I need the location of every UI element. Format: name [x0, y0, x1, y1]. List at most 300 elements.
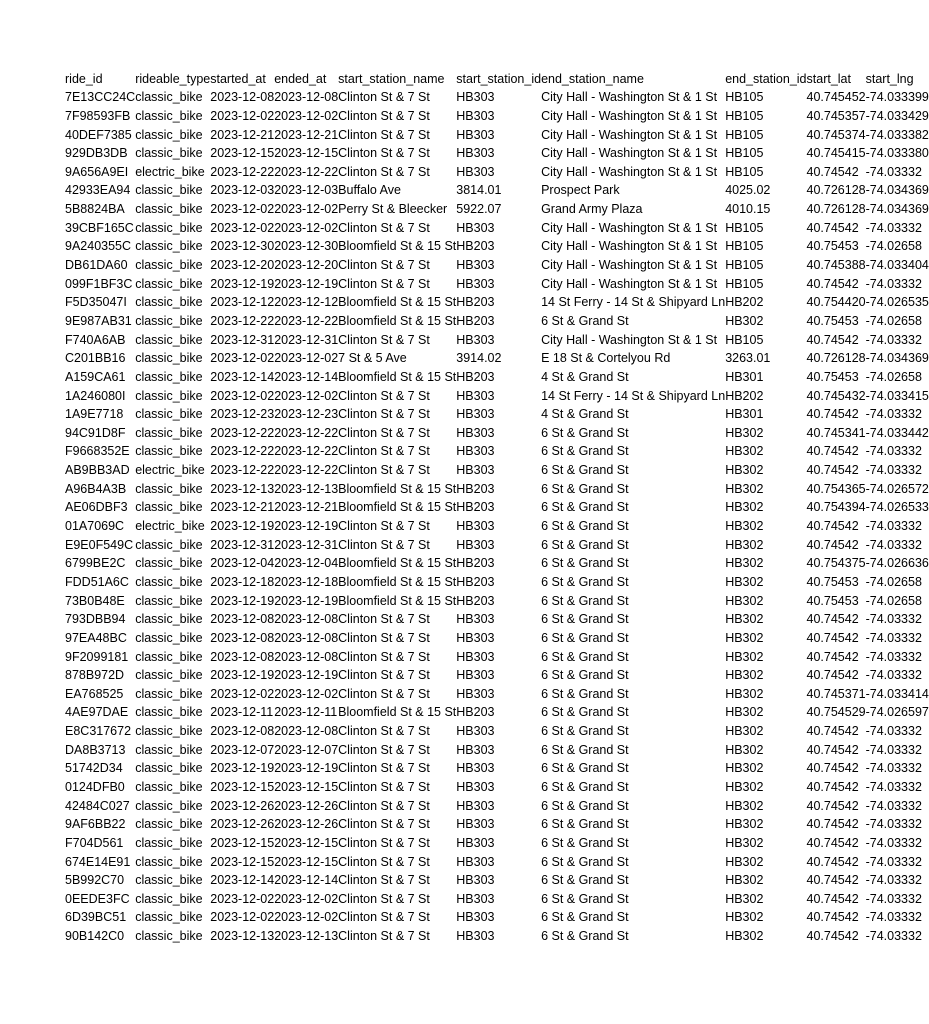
table-cell[interactable]: 2023-12-15: [210, 835, 275, 850]
table-cell[interactable]: HB303: [456, 537, 495, 552]
table-cell[interactable]: classic_bike: [135, 276, 203, 291]
table-cell[interactable]: 2023-12-02: [210, 686, 275, 701]
table-cell[interactable]: 40.74542: [806, 612, 859, 627]
table-cell[interactable]: 4AE97DAE: [65, 705, 129, 720]
table-cell[interactable]: 2023-12-14: [210, 873, 275, 888]
table-cell[interactable]: City Hall - Washington St & 1 St: [541, 276, 718, 291]
table-cell[interactable]: 2023-12-22: [210, 164, 275, 179]
table-cell[interactable]: 2023-12-02: [210, 388, 275, 403]
column-header[interactable]: start_station_id: [456, 71, 542, 86]
table-cell[interactable]: Bloomfield St & 15 St: [338, 369, 457, 384]
table-cell[interactable]: 2023-12-31: [274, 537, 339, 552]
table-cell[interactable]: City Hall - Washington St & 1 St: [541, 332, 718, 347]
table-cell[interactable]: 0124DFB0: [65, 779, 125, 794]
table-cell[interactable]: 40.754420: [806, 295, 866, 310]
table-cell[interactable]: -74.03332: [865, 742, 922, 757]
table-cell[interactable]: 4025.02: [725, 183, 771, 198]
table-cell[interactable]: -74.034369: [865, 202, 929, 217]
table-cell[interactable]: Clinton St & 7 St: [338, 127, 430, 142]
table-cell[interactable]: classic_bike: [135, 146, 203, 161]
table-cell[interactable]: classic_bike: [135, 556, 203, 571]
table-cell[interactable]: E9E0F549C: [65, 537, 134, 552]
table-cell[interactable]: 3263.01: [725, 351, 771, 366]
table-cell[interactable]: Clinton St & 7 St: [338, 425, 430, 440]
table-cell[interactable]: -74.03332: [865, 407, 922, 422]
table-cell[interactable]: 6 St & Grand St: [541, 910, 629, 925]
table-cell[interactable]: HB302: [725, 519, 764, 534]
table-cell[interactable]: 2023-12-02: [274, 388, 339, 403]
column-header[interactable]: rideable_type: [135, 71, 211, 86]
table-cell[interactable]: -74.03332: [865, 463, 922, 478]
table-cell[interactable]: 2023-12-02: [274, 108, 339, 123]
table-cell[interactable]: 2023-12-18: [274, 574, 339, 589]
table-cell[interactable]: HB302: [725, 649, 764, 664]
table-cell[interactable]: -74.03332: [865, 164, 922, 179]
table-cell[interactable]: 2023-12-08: [210, 649, 275, 664]
table-cell[interactable]: electric_bike: [135, 519, 205, 534]
table-cell[interactable]: HB203: [456, 239, 495, 254]
table-cell[interactable]: 40.75453: [806, 239, 859, 254]
table-cell[interactable]: 2023-12-22: [210, 313, 275, 328]
table-cell[interactable]: classic_bike: [135, 369, 203, 384]
table-cell[interactable]: 6D39BC51: [65, 910, 127, 925]
table-cell[interactable]: 2023-12-08: [210, 630, 275, 645]
table-cell[interactable]: -74.033415: [865, 388, 929, 403]
table-cell[interactable]: 2023-12-19: [274, 276, 339, 291]
table-cell[interactable]: A159CA61: [65, 369, 126, 384]
table-cell[interactable]: HB105: [725, 164, 764, 179]
table-cell[interactable]: 40.74542: [806, 817, 859, 832]
table-cell[interactable]: 2023-12-14: [210, 369, 275, 384]
table-cell[interactable]: Bloomfield St & 15 St: [338, 574, 457, 589]
table-cell[interactable]: 2023-12-02: [274, 891, 339, 906]
table-cell[interactable]: 2023-12-26: [210, 817, 275, 832]
table-cell[interactable]: -74.033382: [865, 127, 929, 142]
table-cell[interactable]: City Hall - Washington St & 1 St: [541, 108, 718, 123]
table-cell[interactable]: 6 St & Grand St: [541, 519, 629, 534]
table-cell[interactable]: 40.74542: [806, 444, 859, 459]
table-cell[interactable]: Clinton St & 7 St: [338, 444, 430, 459]
table-cell[interactable]: 9A656A9EI: [65, 164, 129, 179]
table-cell[interactable]: 40.745374: [806, 127, 866, 142]
table-cell[interactable]: 4 St & Grand St: [541, 407, 629, 422]
table-cell[interactable]: HB302: [725, 500, 764, 515]
table-cell[interactable]: classic_bike: [135, 835, 203, 850]
table-cell[interactable]: HB105: [725, 146, 764, 161]
table-cell[interactable]: HB105: [725, 258, 764, 273]
table-cell[interactable]: Bloomfield St & 15 St: [338, 705, 457, 720]
table-cell[interactable]: 7F98593FB: [65, 108, 131, 123]
table-cell[interactable]: 40.754394: [806, 500, 866, 515]
table-cell[interactable]: 2023-12-23: [274, 407, 339, 422]
table-cell[interactable]: Clinton St & 7 St: [338, 835, 430, 850]
table-cell[interactable]: 793DBB94: [65, 612, 126, 627]
table-cell[interactable]: Bloomfield St & 15 St: [338, 295, 457, 310]
table-cell[interactable]: 2023-12-14: [274, 873, 339, 888]
table-cell[interactable]: HB105: [725, 127, 764, 142]
table-cell[interactable]: HB303: [456, 854, 495, 869]
table-cell[interactable]: HB302: [725, 742, 764, 757]
table-cell[interactable]: classic_bike: [135, 761, 203, 776]
table-cell[interactable]: 40.74542: [806, 276, 859, 291]
table-cell[interactable]: 2023-12-02: [274, 910, 339, 925]
table-cell[interactable]: HB303: [456, 332, 495, 347]
table-cell[interactable]: Clinton St & 7 St: [338, 612, 430, 627]
table-cell[interactable]: -74.033380: [865, 146, 929, 161]
table-cell[interactable]: 97EA48BC: [65, 630, 127, 645]
table-cell[interactable]: classic_bike: [135, 295, 203, 310]
table-cell[interactable]: 2023-12-13: [210, 929, 275, 944]
table-cell[interactable]: classic_bike: [135, 742, 203, 757]
table-cell[interactable]: 2023-12-21: [210, 127, 275, 142]
table-cell[interactable]: City Hall - Washington St & 1 St: [541, 220, 718, 235]
table-cell[interactable]: 6 St & Grand St: [541, 742, 629, 757]
table-cell[interactable]: HB203: [456, 556, 495, 571]
table-cell[interactable]: 39CBF165C: [65, 220, 134, 235]
table-cell[interactable]: HB105: [725, 239, 764, 254]
table-cell[interactable]: 2023-12-04: [210, 556, 275, 571]
table-cell[interactable]: 2023-12-23: [210, 407, 275, 422]
table-cell[interactable]: -74.03332: [865, 854, 922, 869]
table-cell[interactable]: HB302: [725, 668, 764, 683]
table-cell[interactable]: HB302: [725, 686, 764, 701]
table-cell[interactable]: -74.02658: [865, 239, 922, 254]
table-cell[interactable]: 2023-12-15: [210, 779, 275, 794]
table-cell[interactable]: -74.026572: [865, 481, 929, 496]
table-cell[interactable]: classic_bike: [135, 258, 203, 273]
table-cell[interactable]: Bloomfield St & 15 St: [338, 239, 457, 254]
table-cell[interactable]: classic_bike: [135, 779, 203, 794]
table-cell[interactable]: 2023-12-08: [274, 630, 339, 645]
table-cell[interactable]: -74.03332: [865, 724, 922, 739]
table-cell[interactable]: -74.03332: [865, 537, 922, 552]
table-cell[interactable]: classic_bike: [135, 929, 203, 944]
table-cell[interactable]: classic_bike: [135, 425, 203, 440]
table-cell[interactable]: 40.74542: [806, 779, 859, 794]
table-cell[interactable]: 2023-12-07: [210, 742, 275, 757]
table-cell[interactable]: HB303: [456, 276, 495, 291]
table-cell[interactable]: 3914.02: [456, 351, 502, 366]
table-cell[interactable]: electric_bike: [135, 463, 205, 478]
table-cell[interactable]: Bloomfield St & 15 St: [338, 500, 457, 515]
table-cell[interactable]: 4 St & Grand St: [541, 369, 629, 384]
table-cell[interactable]: Clinton St & 7 St: [338, 761, 430, 776]
table-cell[interactable]: classic_bike: [135, 202, 203, 217]
table-cell[interactable]: 9F2099181: [65, 649, 129, 664]
table-cell[interactable]: classic_bike: [135, 500, 203, 515]
table-cell[interactable]: 7E13CC24C: [65, 90, 136, 105]
table-cell[interactable]: 14 St Ferry - 14 St & Shipyard Ln: [541, 295, 726, 310]
table-cell[interactable]: Clinton St & 7 St: [338, 817, 430, 832]
table-cell[interactable]: HB105: [725, 108, 764, 123]
table-cell[interactable]: electric_bike: [135, 164, 205, 179]
table-cell[interactable]: -74.026535: [865, 295, 929, 310]
table-cell[interactable]: 2023-12-26: [274, 817, 339, 832]
table-cell[interactable]: EA768525: [65, 686, 124, 701]
table-cell[interactable]: HB203: [456, 313, 495, 328]
table-cell[interactable]: HB105: [725, 90, 764, 105]
table-cell[interactable]: classic_bike: [135, 481, 203, 496]
table-cell[interactable]: classic_bike: [135, 574, 203, 589]
column-header[interactable]: end_station_name: [541, 71, 644, 86]
table-cell[interactable]: 6 St & Grand St: [541, 798, 629, 813]
table-cell[interactable]: HB203: [456, 481, 495, 496]
table-cell[interactable]: 2023-12-02: [210, 351, 275, 366]
table-cell[interactable]: F9668352E: [65, 444, 130, 459]
table-cell[interactable]: classic_bike: [135, 127, 203, 142]
table-cell[interactable]: 2023-12-08: [210, 724, 275, 739]
table-cell[interactable]: 2023-12-12: [274, 295, 339, 310]
table-cell[interactable]: 6 St & Grand St: [541, 668, 629, 683]
table-cell[interactable]: 2023-12-15: [274, 146, 339, 161]
table-cell[interactable]: HB302: [725, 556, 764, 571]
table-cell[interactable]: HB302: [725, 463, 764, 478]
table-cell[interactable]: HB303: [456, 519, 495, 534]
table-cell[interactable]: 9AF6BB22: [65, 817, 126, 832]
table-cell[interactable]: HB302: [725, 630, 764, 645]
table-cell[interactable]: 2023-12-11: [210, 705, 274, 720]
table-cell[interactable]: HB203: [456, 295, 495, 310]
table-cell[interactable]: HB302: [725, 854, 764, 869]
table-cell[interactable]: City Hall - Washington St & 1 St: [541, 239, 718, 254]
table-cell[interactable]: Clinton St & 7 St: [338, 668, 430, 683]
table-cell[interactable]: 40.75453: [806, 593, 859, 608]
table-cell[interactable]: -74.03332: [865, 910, 922, 925]
table-cell[interactable]: 5B992C70: [65, 873, 125, 888]
table-cell[interactable]: 1A246080I: [65, 388, 126, 403]
table-cell[interactable]: HB303: [456, 873, 495, 888]
table-cell[interactable]: 40.74542: [806, 761, 859, 776]
table-cell[interactable]: HB203: [456, 593, 495, 608]
table-cell[interactable]: classic_bike: [135, 332, 203, 347]
table-cell[interactable]: 2023-12-02: [210, 220, 275, 235]
table-cell[interactable]: City Hall - Washington St & 1 St: [541, 164, 718, 179]
table-cell[interactable]: 2023-12-02: [210, 910, 275, 925]
table-cell[interactable]: classic_bike: [135, 854, 203, 869]
table-cell[interactable]: 3814.01: [456, 183, 502, 198]
table-cell[interactable]: Clinton St & 7 St: [338, 90, 430, 105]
table-cell[interactable]: 2023-12-26: [210, 798, 275, 813]
table-cell[interactable]: -74.02658: [865, 574, 922, 589]
table-cell[interactable]: -74.03332: [865, 873, 922, 888]
table-cell[interactable]: HB303: [456, 258, 495, 273]
table-cell[interactable]: classic_bike: [135, 183, 203, 198]
table-cell[interactable]: -74.02658: [865, 313, 922, 328]
table-cell[interactable]: classic_bike: [135, 239, 203, 254]
table-cell[interactable]: classic_bike: [135, 313, 203, 328]
table-cell[interactable]: 40.74542: [806, 537, 859, 552]
table-cell[interactable]: F704D561: [65, 835, 124, 850]
table-cell[interactable]: 2023-12-30: [210, 239, 275, 254]
table-cell[interactable]: Clinton St & 7 St: [338, 108, 430, 123]
table-cell[interactable]: 40.74542: [806, 220, 859, 235]
table-cell[interactable]: Clinton St & 7 St: [338, 649, 430, 664]
table-cell[interactable]: HB302: [725, 910, 764, 925]
table-cell[interactable]: -74.03332: [865, 444, 922, 459]
table-cell[interactable]: HB303: [456, 388, 495, 403]
table-cell[interactable]: 6 St & Grand St: [541, 612, 629, 627]
table-cell[interactable]: HB302: [725, 798, 764, 813]
table-cell[interactable]: HB302: [725, 444, 764, 459]
table-cell[interactable]: HB303: [456, 425, 495, 440]
table-cell[interactable]: 2023-12-15: [274, 779, 339, 794]
table-cell[interactable]: 6 St & Grand St: [541, 463, 629, 478]
table-cell[interactable]: classic_bike: [135, 612, 203, 627]
table-cell[interactable]: 40.74542: [806, 630, 859, 645]
table-cell[interactable]: 40.74542: [806, 164, 859, 179]
table-cell[interactable]: -74.033399: [865, 90, 929, 105]
table-cell[interactable]: 7 St & 5 Ave: [338, 351, 407, 366]
table-cell[interactable]: -74.033414: [865, 686, 929, 701]
table-cell[interactable]: -74.034369: [865, 351, 929, 366]
table-cell[interactable]: classic_bike: [135, 873, 203, 888]
table-cell[interactable]: classic_bike: [135, 686, 203, 701]
table-cell[interactable]: -74.03332: [865, 630, 922, 645]
table-cell[interactable]: Bloomfield St & 15 St: [338, 313, 457, 328]
table-cell[interactable]: 73B0B48E: [65, 593, 125, 608]
table-cell[interactable]: 2023-12-08: [210, 612, 275, 627]
table-cell[interactable]: classic_bike: [135, 668, 203, 683]
table-cell[interactable]: 2023-12-03: [210, 183, 275, 198]
table-cell[interactable]: 40.74542: [806, 835, 859, 850]
table-cell[interactable]: Clinton St & 7 St: [338, 164, 430, 179]
table-cell[interactable]: 2023-12-15: [274, 835, 339, 850]
table-cell[interactable]: 40.74542: [806, 798, 859, 813]
table-cell[interactable]: Grand Army Plaza: [541, 202, 643, 217]
table-cell[interactable]: 4010.15: [725, 202, 771, 217]
table-cell[interactable]: 40.74542: [806, 668, 859, 683]
table-cell[interactable]: -74.026533: [865, 500, 929, 515]
column-header[interactable]: start_station_name: [338, 71, 445, 86]
table-cell[interactable]: Bloomfield St & 15 St: [338, 556, 457, 571]
table-cell[interactable]: -74.026597: [865, 705, 929, 720]
table-cell[interactable]: classic_bike: [135, 649, 203, 664]
table-cell[interactable]: HB303: [456, 220, 495, 235]
table-cell[interactable]: HB303: [456, 798, 495, 813]
table-cell[interactable]: 40DEF7385: [65, 127, 132, 142]
table-cell[interactable]: F5D35047I: [65, 295, 127, 310]
table-cell[interactable]: HB202: [725, 295, 764, 310]
table-cell[interactable]: 878B972D: [65, 668, 125, 683]
table-cell[interactable]: HB303: [456, 146, 495, 161]
table-cell[interactable]: 6 St & Grand St: [541, 761, 629, 776]
table-cell[interactable]: 2023-12-04: [274, 556, 339, 571]
table-cell[interactable]: 40.74542: [806, 891, 859, 906]
table-cell[interactable]: 2023-12-19: [274, 593, 339, 608]
table-cell[interactable]: 40.745371: [806, 686, 866, 701]
table-cell[interactable]: 2023-12-30: [274, 239, 339, 254]
table-cell[interactable]: Clinton St & 7 St: [338, 686, 430, 701]
table-cell[interactable]: 2023-12-02: [210, 891, 275, 906]
table-cell[interactable]: HB302: [725, 612, 764, 627]
table-cell[interactable]: 2023-12-19: [210, 761, 275, 776]
table-cell[interactable]: -74.03332: [865, 668, 922, 683]
table-cell[interactable]: HB303: [456, 817, 495, 832]
table-cell[interactable]: 2023-12-12: [210, 295, 275, 310]
table-cell[interactable]: 40.74542: [806, 332, 859, 347]
table-cell[interactable]: Clinton St & 7 St: [338, 779, 430, 794]
table-cell[interactable]: classic_bike: [135, 705, 203, 720]
table-cell[interactable]: City Hall - Washington St & 1 St: [541, 127, 718, 142]
table-cell[interactable]: 2023-12-08: [210, 90, 275, 105]
table-cell[interactable]: 2023-12-19: [210, 668, 275, 683]
table-cell[interactable]: HB105: [725, 332, 764, 347]
table-cell[interactable]: -74.03332: [865, 332, 922, 347]
table-cell[interactable]: -74.033404: [865, 258, 929, 273]
table-cell[interactable]: HB203: [456, 500, 495, 515]
column-header[interactable]: start_lng: [865, 71, 914, 86]
table-cell[interactable]: 6 St & Grand St: [541, 891, 629, 906]
table-cell[interactable]: classic_bike: [135, 630, 203, 645]
table-cell[interactable]: classic_bike: [135, 388, 203, 403]
table-cell[interactable]: 2023-12-08: [274, 724, 339, 739]
table-cell[interactable]: 40.75453: [806, 313, 859, 328]
table-cell[interactable]: 2023-12-02: [274, 202, 339, 217]
table-cell[interactable]: -74.033429: [865, 108, 929, 123]
column-header[interactable]: start_lat: [806, 71, 851, 86]
table-cell[interactable]: Clinton St & 7 St: [338, 146, 430, 161]
table-cell[interactable]: 2023-12-08: [274, 649, 339, 664]
table-cell[interactable]: 2023-12-22: [210, 425, 275, 440]
table-cell[interactable]: Clinton St & 7 St: [338, 910, 430, 925]
table-cell[interactable]: 40.745452: [806, 90, 866, 105]
table-cell[interactable]: City Hall - Washington St & 1 St: [541, 146, 718, 161]
table-cell[interactable]: 2023-12-03: [274, 183, 339, 198]
table-cell[interactable]: 2023-12-02: [274, 686, 339, 701]
table-cell[interactable]: HB105: [725, 276, 764, 291]
table-cell[interactable]: classic_bike: [135, 407, 203, 422]
table-cell[interactable]: HB303: [456, 724, 495, 739]
table-cell[interactable]: Clinton St & 7 St: [338, 258, 430, 273]
table-cell[interactable]: HB203: [456, 574, 495, 589]
table-cell[interactable]: HB301: [725, 407, 764, 422]
table-cell[interactable]: -74.033442: [865, 425, 929, 440]
table-cell[interactable]: 0EEDE3FC: [65, 891, 130, 906]
table-cell[interactable]: 2023-12-13: [210, 481, 275, 496]
table-cell[interactable]: 14 St Ferry - 14 St & Shipyard Ln: [541, 388, 726, 403]
table-cell[interactable]: 2023-12-31: [210, 332, 275, 347]
table-cell[interactable]: AE06DBF3: [65, 500, 128, 515]
table-cell[interactable]: HB301: [725, 369, 764, 384]
table-cell[interactable]: HB203: [456, 369, 495, 384]
table-cell[interactable]: 40.745341: [806, 425, 866, 440]
table-cell[interactable]: HB302: [725, 835, 764, 850]
table-cell[interactable]: 2023-12-19: [210, 519, 275, 534]
table-cell[interactable]: 6 St & Grand St: [541, 313, 629, 328]
table-cell[interactable]: 2023-12-22: [274, 463, 339, 478]
table-cell[interactable]: 2023-12-20: [210, 258, 275, 273]
table-cell[interactable]: HB302: [725, 705, 764, 720]
table-cell[interactable]: HB303: [456, 444, 495, 459]
table-cell[interactable]: 90B142C0: [65, 929, 125, 944]
table-cell[interactable]: -74.03332: [865, 519, 922, 534]
table-cell[interactable]: -74.026636: [865, 556, 929, 571]
table-cell[interactable]: Bloomfield St & 15 St: [338, 481, 457, 496]
table-cell[interactable]: HB302: [725, 313, 764, 328]
table-cell[interactable]: 6 St & Grand St: [541, 425, 629, 440]
table-cell[interactable]: classic_bike: [135, 593, 203, 608]
table-cell[interactable]: HB303: [456, 835, 495, 850]
table-cell[interactable]: Clinton St & 7 St: [338, 519, 430, 534]
column-header[interactable]: started_at: [210, 71, 266, 86]
table-cell[interactable]: classic_bike: [135, 444, 203, 459]
table-cell[interactable]: 6 St & Grand St: [541, 500, 629, 515]
table-cell[interactable]: 40.74542: [806, 742, 859, 757]
table-cell[interactable]: -74.02658: [865, 369, 922, 384]
column-header[interactable]: ended_at: [274, 71, 327, 86]
table-cell[interactable]: 6 St & Grand St: [541, 724, 629, 739]
table-cell[interactable]: 674E14E91: [65, 854, 131, 869]
